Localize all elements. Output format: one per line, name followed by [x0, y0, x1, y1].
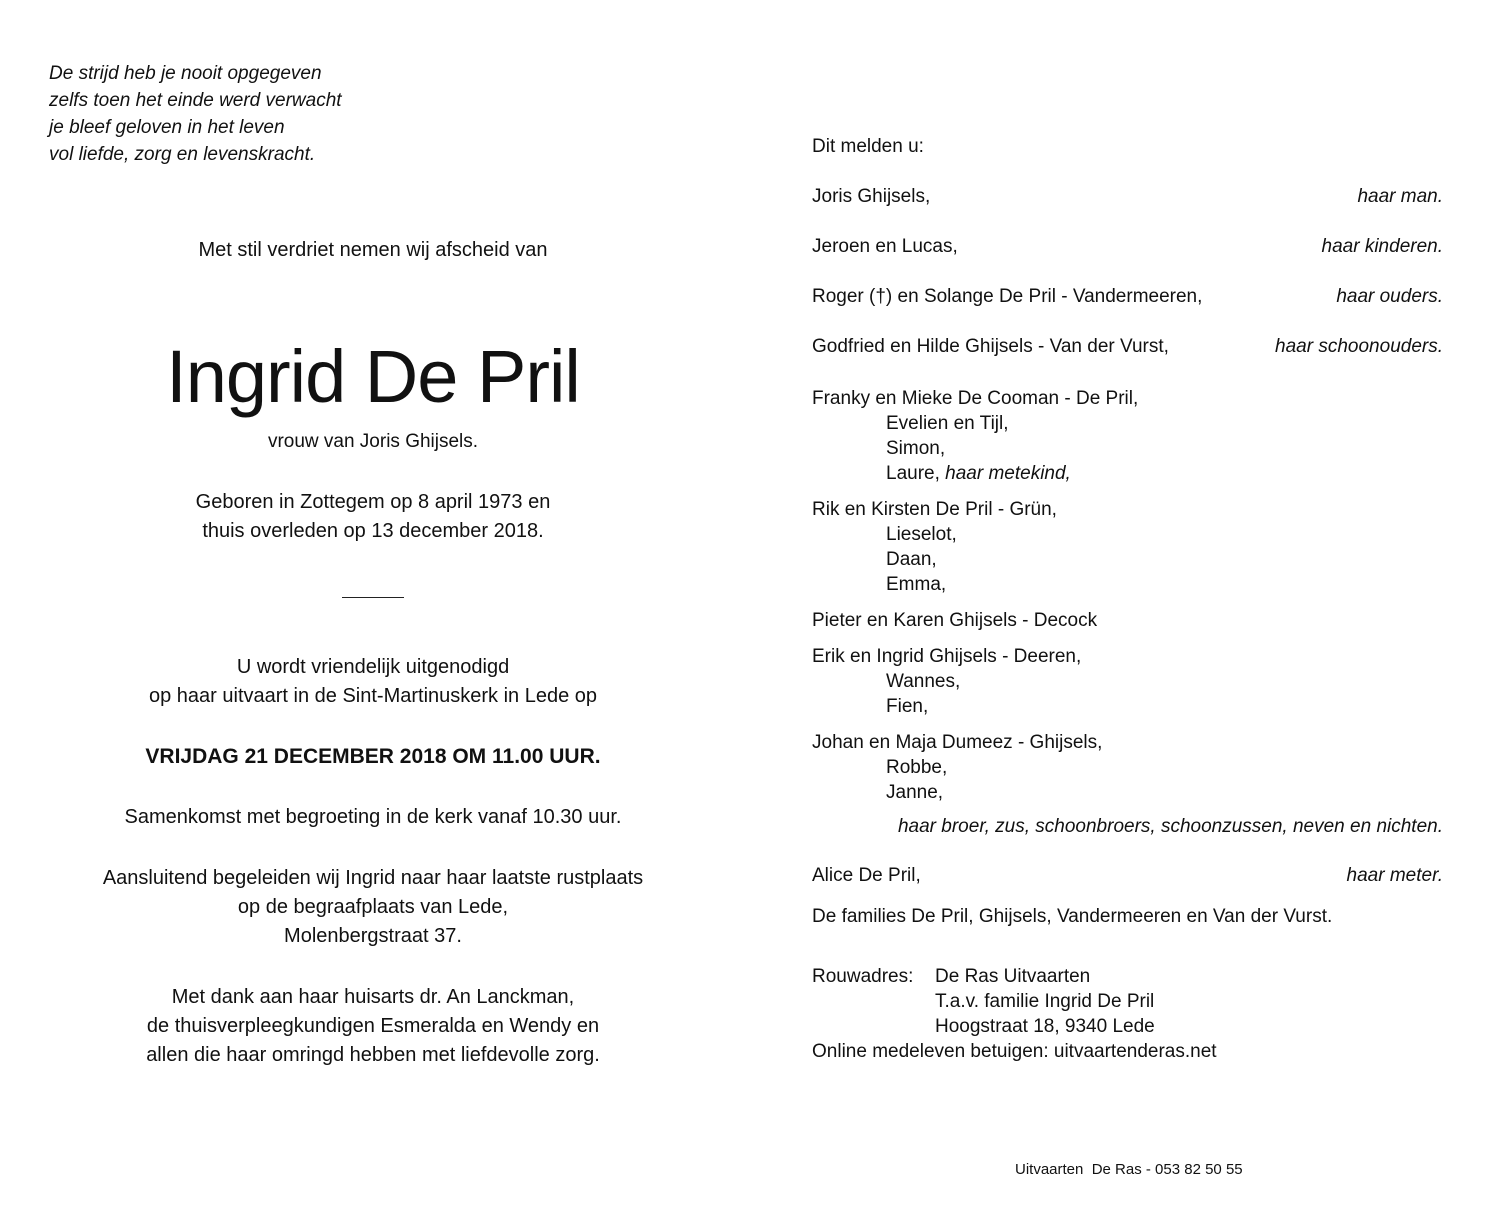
family-member	[812, 461, 1443, 486]
footer-contact: Uitvaarten De Ras - 053 82 50 55	[1015, 1161, 1243, 1178]
family-member: Lieselot,	[886, 524, 957, 545]
poem-line: De strijd heb je nooit opgegeven	[49, 63, 322, 84]
online-condolence: Online medeleven betuigen: uitvaartenderas.net	[812, 1041, 1217, 1062]
family-member: Wannes,	[886, 671, 961, 692]
relative-row	[812, 336, 1443, 358]
family-block	[812, 644, 1443, 719]
thanks-line: Met dank aan haar huisarts dr. An Lanckman,	[171, 986, 575, 1008]
birth-death-block	[60, 488, 686, 546]
relative-name: Godfried en Hilde Ghijsels - Van der Vurst,	[812, 336, 1169, 357]
family-member: Emma,	[886, 574, 947, 595]
thanks-block	[60, 983, 686, 1070]
family-member: Simon,	[886, 438, 946, 459]
family-block	[812, 608, 1443, 633]
mourning-address	[812, 964, 1443, 1064]
relation: haar meter.	[1346, 865, 1443, 886]
spouse-line: vrouw van Joris Ghijsels.	[267, 431, 479, 452]
relative-row	[812, 286, 1443, 308]
relative-name: Roger (†) en Solange De Pril - Vandermeeren,	[812, 286, 1203, 307]
poem	[49, 60, 342, 168]
family-block	[812, 730, 1443, 805]
families-line: De families De Pril, Ghijsels, Vandermeeren en Van der Vurst.	[812, 906, 1333, 927]
birth-line: Geboren in Zottegem op 8 april 1973 en	[195, 491, 551, 513]
family-block	[812, 497, 1443, 597]
invitation-line: op haar uitvaart in de Sint-Martinuskerk in Lede op	[148, 685, 598, 707]
family-head: Pieter en Karen Ghijsels - Decock	[812, 610, 1098, 631]
invitation-block	[60, 653, 686, 711]
member-note: haar metekind,	[945, 463, 1071, 484]
death-line: thuis overleden op 13 december 2018.	[202, 520, 544, 542]
poem-line: zelfs toen het einde werd verwacht	[49, 90, 342, 111]
address-grid	[812, 964, 1443, 1039]
family-block	[812, 386, 1443, 486]
gathering-text: Samenkomst met begroeting in de kerk vanaf 10.30 uur.	[124, 806, 622, 828]
address-line: Hoogstraat 18, 9340 Lede	[935, 1016, 1155, 1037]
burial-line: op de begraafplaats van Lede,	[237, 896, 509, 918]
relative-name: Jeroen en Lucas,	[812, 236, 958, 257]
thanks-line: de thuisverpleegkundigen Esmeralda en Wendy en	[146, 1015, 600, 1037]
thanks-line: allen die haar omringd hebben met liefdevolle zorg.	[146, 1044, 600, 1066]
invitation-line: U wordt vriendelijk uitgenodigd	[236, 656, 510, 678]
relation: haar schoonouders.	[1275, 336, 1443, 357]
address-line: T.a.v. familie Ingrid De Pril	[935, 991, 1155, 1012]
family-head: Johan en Maja Dumeez - Ghijsels,	[812, 732, 1103, 753]
burial-block	[60, 864, 686, 951]
burial-line: Aansluitend begeleiden wij Ingrid naar haar laatste rustplaats	[102, 867, 644, 889]
family-member: Robbe,	[886, 757, 948, 778]
burial-line: Molenbergstraat 37.	[284, 925, 462, 947]
family-member: Fien,	[886, 696, 929, 717]
deceased-name: Ingrid De Pril	[166, 335, 580, 418]
relative-row	[812, 186, 1443, 208]
family-head: Erik en Ingrid Ghijsels - Deeren,	[812, 646, 1082, 667]
relative-row	[812, 236, 1443, 258]
family-head: Franky en Mieke De Cooman - De Pril,	[812, 388, 1139, 409]
intro-text: Met stil verdriet nemen wij afscheid van	[198, 239, 548, 261]
relation: haar man.	[1357, 186, 1443, 207]
member-name: Laure,	[886, 463, 940, 484]
family-member: Evelien en Tijl,	[886, 413, 1009, 434]
poem-line: je bleef geloven in het leven	[49, 117, 285, 138]
family-member: Janne,	[886, 782, 944, 803]
relative-row	[812, 865, 1443, 887]
relation: haar ouders.	[1336, 286, 1443, 307]
announcement-heading: Dit melden u:	[812, 136, 924, 157]
poem-line: vol liefde, zorg en levenskracht.	[49, 144, 316, 165]
address-label: Rouwadres:	[812, 966, 914, 987]
divider	[342, 597, 404, 598]
family-head: Rik en Kirsten De Pril - Grün,	[812, 499, 1057, 520]
funeral-date: VRIJDAG 21 DECEMBER 2018 OM 11.00 UUR.	[145, 745, 601, 768]
relation: haar kinderen.	[1321, 236, 1443, 257]
relative-name: Alice De Pril,	[812, 865, 921, 886]
relative-name: Joris Ghijsels,	[812, 186, 931, 207]
address-line: De Ras Uitvaarten	[935, 966, 1091, 987]
relations-summary: haar broer, zus, schoonbroers, schoonzussen, neven en nichten.	[897, 816, 1443, 837]
family-member: Daan,	[886, 549, 937, 570]
